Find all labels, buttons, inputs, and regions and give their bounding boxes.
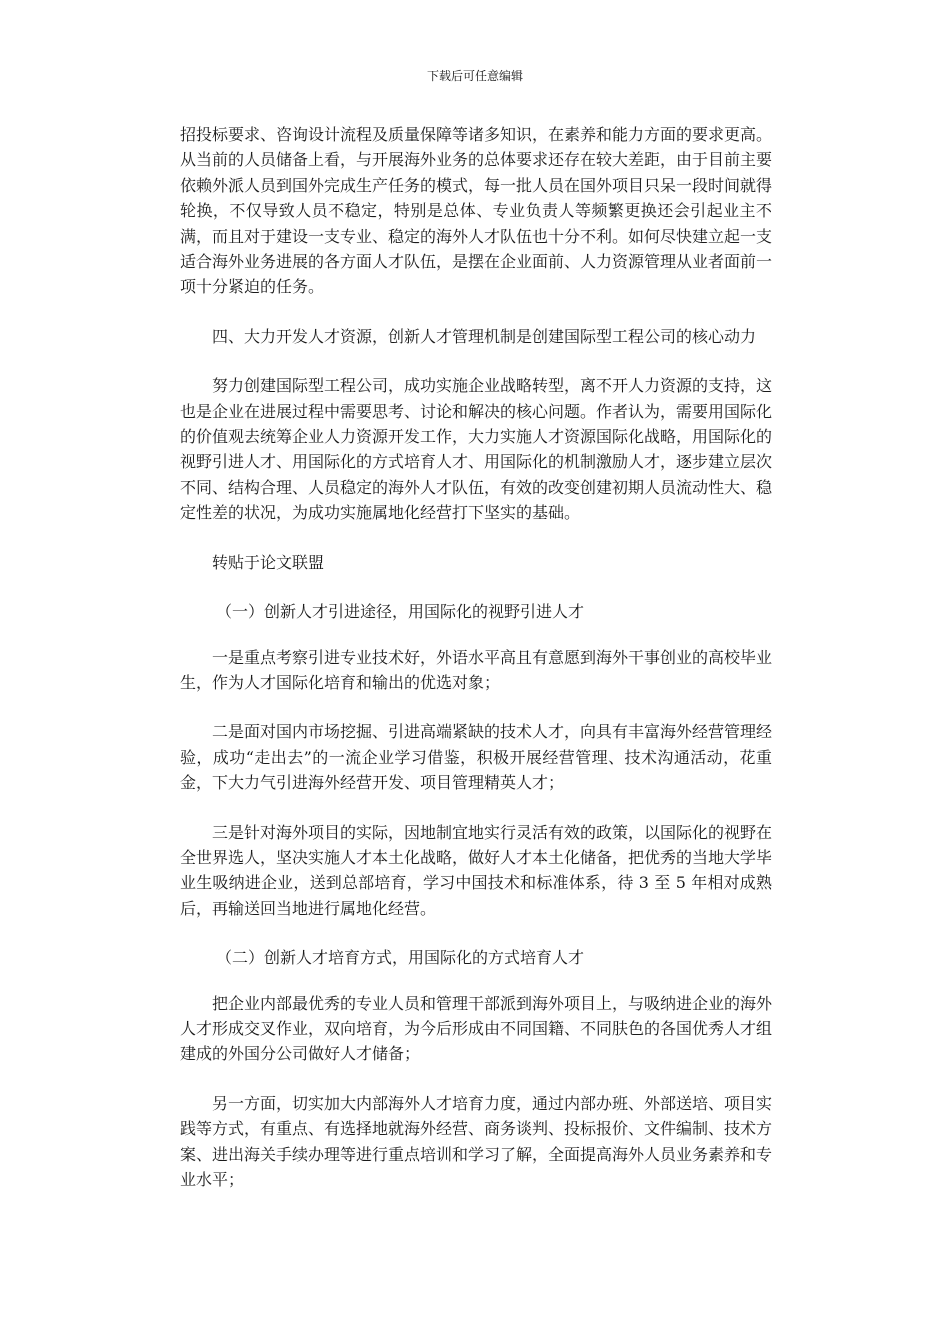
body-paragraph: 一是重点考察引进专业技术好，外语水平高且有意愿到海外干事创业的高校毕业生，作为人才国际化培育和输出的优选对象；	[180, 647, 773, 692]
body-paragraph: 二是面对国内市场挖掘、引进高端紧缺的技术人才，向具有丰富海外经营管理经验，成功“走出去”的一流企业学习借鉴，积极开展经营管理、技术沟通活动，花重金，下大力气引进海外经营开发、项目管理精英人才；	[180, 722, 773, 793]
page-header-note: 下载后可任意编辑	[426, 69, 523, 83]
body-paragraph: 另一方面，切实加大内部海外人才培育力度，通过内部办班、外部送培、项目实践等方式，有重点、有选择地就海外经营、商务谈判、投标报价、文件编制、技术方案、进出海关手续办理等进行重点培训和学习了解，全面提高海外人员业务素养和专业水平；	[180, 1093, 773, 1189]
section-heading: 四、大力开发人才资源，创新人才管理机制是创建国际型工程公司的核心动力	[212, 326, 757, 346]
subsection-heading: （一）创新人才引进途径，用国际化的视野引进人才	[216, 602, 585, 622]
subsection-heading: （二）创新人才培育方式，用国际化的方式培育人才	[216, 948, 585, 968]
source-note: 转贴于论文联盟	[212, 552, 325, 572]
body-paragraph: 把企业内部最优秀的专业人员和管理干部派到海外项目上，与吸纳进企业的海外人才形成交叉作业，双向培育，为今后形成由不同国籍、不同肤色的各国优秀人才组建成的外国分公司做好人才储备；	[180, 993, 773, 1064]
body-paragraph: 三是针对海外项目的实际，因地制宜地实行灵活有效的政策，以国际化的视野在全世界选人，坚决实施人才本土化战略，做好人才本土化储备，把优秀的当地大学毕业生吸纳进企业，送到总部培育，学习中国技术和标准体系，待 3 至 5 年相对成熟后，再输送回当地进行属地化经营。	[180, 822, 773, 918]
body-paragraph: 努力创建国际型工程公司，成功实施企业战略转型，离不开人力资源的支持，这也是企业在进展过程中需要思考、讨论和解决的核心问题。作者认为，需要用国际化的价值观去统筹企业人力资源开发工作，大力实施人才资源国际化战略，用国际化的视野引进人才、用国际化的方式培育人才、用国际化的机制激励人才，逐步建立层次不同、结构合理、人员稳定的海外人才队伍，有效的改变创建初期人员流动性大、稳定性差的状况，为成功实施属地化经营打下坚实的基础。	[180, 376, 773, 523]
body-paragraph: 招投标要求、咨询设计流程及质量保障等诸多知识，在素养和能力方面的要求更高。从当前的人员储备上看，与开展海外业务的总体要求还存在较大差距，由于目前主要依赖外派人员到国外完成生产任务的模式，每一批人员在国外项目只呆一段时间就得轮换，不仅导致人员不稳定，特别是总体、专业负责人等频繁更换还会引起业主不满，而且对于建设一支专业、稳定的海外人才队伍也十分不利。如何尽快建立起一支适合海外业务进展的各方面人才队伍，是摆在企业面前、人力资源管理从业者面前一项十分紧迫的任务。	[180, 125, 773, 297]
document-body	[180, 122, 772, 1216]
